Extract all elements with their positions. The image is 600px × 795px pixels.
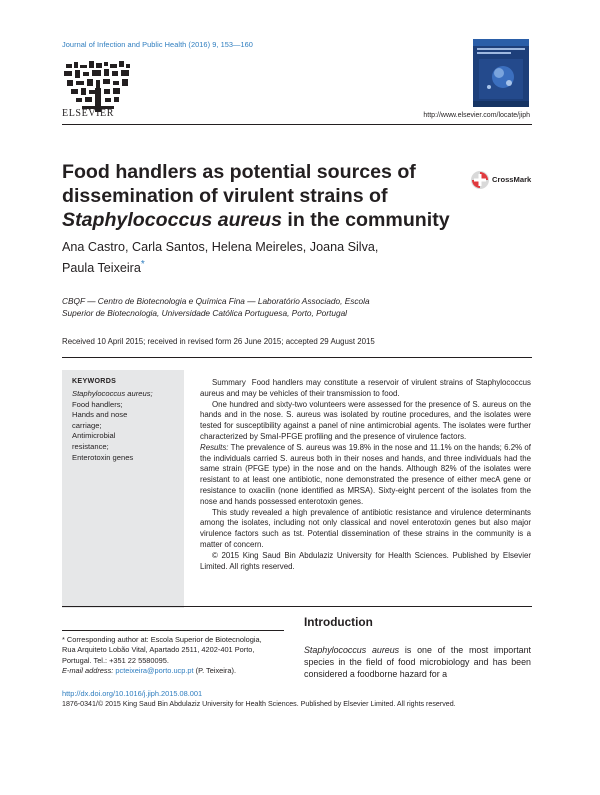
- crossmark-label: CrossMark: [492, 175, 532, 184]
- introduction-heading: Introduction: [304, 615, 373, 629]
- keyword-item: Antimicrobial: [72, 431, 116, 441]
- email-suffix: (P. Teixeira).: [193, 666, 237, 676]
- affiliation: [62, 295, 452, 319]
- keyword-item: carriage;: [72, 420, 102, 430]
- abstract: [200, 378, 531, 572]
- title-line-2: dissemination of virulent strains of: [62, 185, 388, 207]
- author-list: [62, 239, 482, 277]
- publisher-wordmark: ELSEVIER: [62, 108, 115, 119]
- footnote-email-line: [62, 666, 284, 676]
- authors-line-2: [62, 256, 482, 277]
- abstract-copyright: © 2015 King Saud Bin Abdulaziz University for Health Sciences. Published by Elsevier Limited. All rights reserved.: [200, 550, 531, 571]
- corresponding-author-mark[interactable]: *: [140, 259, 145, 270]
- intro-text: is one of the most important species in the field of food microbiology and has been considered a foodborne hazard for a: [304, 645, 531, 680]
- keyword-item: Staphylococcus aureus;: [72, 389, 153, 398]
- article-title: [62, 160, 462, 232]
- keyword-item: Food handlers;: [72, 399, 123, 409]
- title-line-1: Food handlers as potential sources of: [62, 161, 416, 183]
- intro-species: Staphylococcus aureus: [304, 645, 400, 655]
- authors-line-1: Ana Castro, Carla Santos, Helena Meireles, Joana Silva,: [62, 240, 379, 254]
- keyword-item: Hands and nose: [72, 410, 128, 420]
- abstract-methods: One hundred and sixty-two volunteers were assessed for the presence of S. aureus on the hands and in the nose. S. aureus was isolated by routine procedures, and the isolates were tested for susceptibility against a panel of nine antimicrobial agents. The isolates were further characterized by SmaI-PFGE profiling and the presence of virulence factors.: [200, 399, 531, 441]
- doi-link[interactable]: http://dx.doi.org/10.1016/j.jiph.2015.08.001: [62, 689, 203, 698]
- results-label: Results:: [200, 442, 229, 452]
- crossmark-badge[interactable]: [470, 170, 536, 190]
- received-rule: [62, 357, 532, 358]
- keyword-item: Enterotoxin genes: [72, 452, 134, 462]
- abstract-summary: [200, 378, 531, 400]
- summary-text: Food handlers may constitute a reservoir of virulent strains of Staphylococcus aureus and may be vehicles of their transmission to food.: [200, 378, 531, 398]
- title-species: Staphylococcus aureus: [62, 209, 282, 231]
- abstract-conclusion: This study revealed a high prevalence of antibiotic resistance and virulence determinants among the isolates, including not only classical and novel enterotoxin genes but also major virulence factors such as tst. Potential dissemination of these strains in the community is a matter of concern.: [200, 507, 531, 549]
- author-last: Paula Teixeira: [62, 261, 141, 276]
- keywords-list: [72, 389, 180, 463]
- copyright-line: 1876-0341/© 2015 King Saud Bin Abdulaziz University for Health Sciences. Published by Elsevier Limited. All rights reserved.: [62, 700, 456, 708]
- footnote-line-3: Portugal. Tel.: +351 22 5580095.: [62, 655, 169, 665]
- footnote-line-2: Rua Arquiteto Lobão Vital, Apartado 2511, 4202-401 Porto,: [62, 645, 255, 655]
- journal-url[interactable]: http://www.elsevier.com/locate/jiph: [423, 112, 530, 119]
- summary-label: Summary: [212, 378, 246, 387]
- abstract-results: [200, 443, 531, 508]
- keywords-heading: KEYWORDS: [72, 377, 117, 385]
- keyword-item: resistance;: [72, 441, 109, 451]
- journal-citation: Journal of Infection and Public Health (2016) 9, 153—160: [62, 40, 253, 49]
- crossmark-icon: [470, 170, 490, 190]
- title-line-3: [62, 208, 462, 232]
- journal-cover-thumbnail: [473, 39, 529, 107]
- results-text: The prevalence of S. aureus was 19.8% in the nose and 11.1% on the hands; 6.2% of the individuals carried S. aureus both in their noses and hands, and three individuals had the same strain (PFGE type) in the nose and on the hands. Although 82% of the isolates were resistant to at least one antibiotic, none demonstrated the presence of either mecA gene or resistance to oxacilin (none identified as MRSA). Sixty-eight percent of the isolates from the nose and hands possessed enterotoxin genes.: [200, 442, 531, 506]
- email-link[interactable]: pcteixeira@porto.ucp.pt: [115, 666, 194, 676]
- abstract-rule: [62, 606, 532, 607]
- header-rule: [62, 124, 532, 125]
- introduction-body: [304, 644, 531, 680]
- received-dates: Received 10 April 2015; received in revised form 26 June 2015; accepted 29 August 2015: [62, 337, 375, 346]
- title-tail: in the community: [281, 209, 450, 231]
- corresponding-footnote: [62, 635, 284, 677]
- footnote-line-1: * Corresponding author at: Escola Superior de Biotecnologia,: [62, 635, 262, 644]
- affiliation-line-2: Superior de Biotecnologia, Universidade Católica Portuguesa, Porto, Portugal: [62, 308, 348, 318]
- email-label: E-mail address:: [62, 666, 116, 676]
- footnote-rule: [62, 630, 284, 631]
- affiliation-line-1: CBQF — Centro de Biotecnologia e Química Fina — Laboratório Associado, Escola: [62, 296, 370, 306]
